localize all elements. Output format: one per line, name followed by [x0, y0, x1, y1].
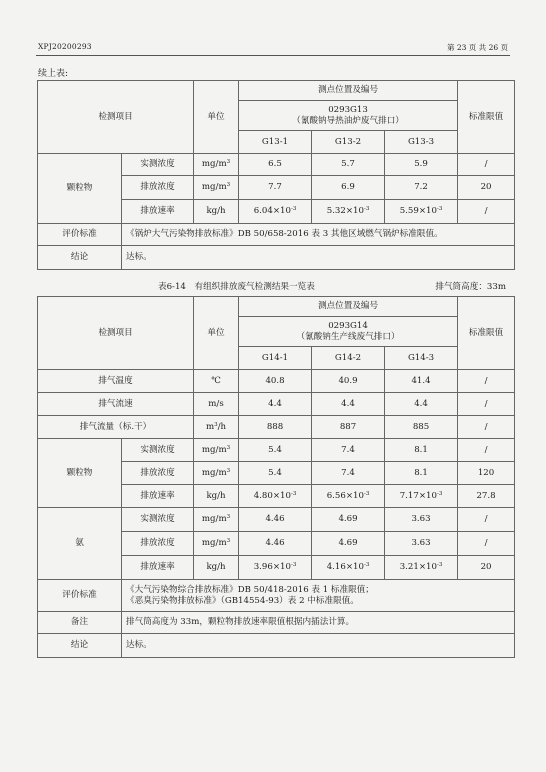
- limit-cell: /: [458, 200, 515, 224]
- param-label: 排放速率: [122, 556, 194, 580]
- value-cell: $6.56\times 10^{-3}$: [312, 485, 385, 508]
- unit-cell: $mg/m^3$: [194, 532, 239, 556]
- param-label: 实测浓度: [122, 154, 194, 176]
- limit-cell: 120: [458, 462, 515, 485]
- note-label: 备注: [38, 612, 122, 634]
- value-cell: $6.04\times 10^{-3}$: [239, 200, 312, 224]
- sample-id: G14-2: [312, 347, 385, 370]
- evaluation-text: [122, 580, 515, 612]
- value-cell: 40.9: [312, 370, 385, 393]
- conclusion-text: 达标。: [122, 246, 515, 270]
- value-cell: 40.8: [239, 370, 312, 393]
- unit-cell: ℃: [194, 370, 239, 393]
- unit-cell: $mg/m^3$: [194, 154, 239, 176]
- document-id: XPJ20200293: [38, 42, 92, 51]
- limit-cell: /: [458, 370, 515, 393]
- param-label: 排气流量（标.干）: [38, 416, 194, 439]
- value-cell: 4.46: [239, 532, 312, 556]
- value-cell: 5.4: [239, 439, 312, 462]
- page-number: 第 23 页 共 26 页: [446, 43, 508, 52]
- header-limit: 标准限值: [458, 297, 515, 370]
- unit-cell: $mg/m^3$: [194, 508, 239, 532]
- value-cell: 5.7: [312, 154, 385, 176]
- header-limit: 标准限值: [458, 81, 515, 154]
- value-cell: $5.59\times 10^{-3}$: [385, 200, 458, 224]
- table-row: [38, 416, 515, 439]
- param-label: 排放浓度: [122, 176, 194, 200]
- table-caption: 表6-14 有组织排放废气检测结果一览表: [158, 282, 315, 292]
- point-name: （氰酸钠生产线废气排口）: [296, 331, 400, 342]
- value-cell: 3.63: [385, 532, 458, 556]
- point-id: 0293G14: [328, 320, 368, 331]
- continued-label: 续上表:: [38, 69, 69, 79]
- point-id: 0293G13: [328, 104, 368, 115]
- param-label: 排气流速: [38, 393, 194, 416]
- unit-cell: $mg/m^3$: [194, 439, 239, 462]
- evaluation-line: 《恶臭污染物排放标准》（GB14554-93）表 2 中标准限值。: [126, 595, 359, 606]
- limit-cell: /: [458, 439, 515, 462]
- header-rule: [36, 55, 510, 56]
- conclusion-label: 结论: [38, 634, 122, 658]
- value-cell: $3.21\times 10^{-3}$: [385, 556, 458, 580]
- header-unit: 单位: [194, 297, 239, 370]
- value-cell: 3.63: [385, 508, 458, 532]
- value-cell: 8.1: [385, 462, 458, 485]
- header-location: 测点位置及编号: [239, 81, 458, 101]
- sample-id: G14-1: [239, 347, 312, 370]
- group-label: 颗粒物: [38, 439, 122, 508]
- value-cell: 7.7: [239, 176, 312, 200]
- value-cell: 885: [385, 416, 458, 439]
- value-cell: 7.2: [385, 176, 458, 200]
- value-cell: $4.80\times 10^{-3}$: [239, 485, 312, 508]
- param-label: 实测浓度: [122, 508, 194, 532]
- evaluation-line: 《大气污染物综合排放标准》DB 50/418-2016 表 1 标准限值；: [126, 584, 374, 595]
- value-cell: 6.9: [312, 176, 385, 200]
- limit-cell: /: [458, 532, 515, 556]
- unit-cell: kg/h: [194, 556, 239, 580]
- sample-id: G13-1: [239, 131, 312, 154]
- sample-id: G13-3: [385, 131, 458, 154]
- table-row: [38, 439, 515, 462]
- header-item: 检测项目: [38, 81, 194, 154]
- unit-cell: $mg/m^3$: [194, 462, 239, 485]
- header-point: [239, 317, 458, 347]
- evaluation-label: 评价标准: [38, 224, 122, 246]
- limit-cell: 27.8: [458, 485, 515, 508]
- unit-cell: m/s: [194, 393, 239, 416]
- header-point: [239, 101, 458, 131]
- unit-cell: $m^3/h$: [194, 416, 239, 439]
- limit-cell: /: [458, 508, 515, 532]
- sample-id: G14-3: [385, 347, 458, 370]
- value-cell: 4.4: [385, 393, 458, 416]
- value-cell: 4.69: [312, 508, 385, 532]
- stack-height: 排气筒高度：33m: [435, 282, 506, 292]
- table-row: [38, 508, 515, 532]
- note-text: 排气筒高度为 33m，颗粒物排放速率限值根据内插法计算。: [122, 612, 515, 634]
- group-label: 颗粒物: [38, 154, 122, 224]
- value-cell: $5.32\times 10^{-3}$: [312, 200, 385, 224]
- value-cell: 7.4: [312, 462, 385, 485]
- limit-cell: 20: [458, 176, 515, 200]
- param-label: 排放浓度: [122, 532, 194, 556]
- emission-table-g14: [37, 296, 515, 658]
- header-location: 测点位置及编号: [239, 297, 458, 317]
- header-item: 检测项目: [38, 297, 194, 370]
- param-label: 排放速率: [122, 485, 194, 508]
- header-unit: 单位: [194, 81, 239, 154]
- unit-cell: $mg/m^3$: [194, 176, 239, 200]
- value-cell: 4.69: [312, 532, 385, 556]
- value-cell: 41.4: [385, 370, 458, 393]
- conclusion-text: 达标。: [122, 634, 515, 658]
- value-cell: 5.4: [239, 462, 312, 485]
- limit-cell: /: [458, 416, 515, 439]
- value-cell: 5.9: [385, 154, 458, 176]
- limit-cell: /: [458, 154, 515, 176]
- param-label: 排放浓度: [122, 462, 194, 485]
- point-name: （氰酸钠导热油炉废气排口）: [292, 115, 404, 126]
- table-row: [38, 154, 515, 176]
- value-cell: $3.96\times 10^{-3}$: [239, 556, 312, 580]
- evaluation-text: 《锅炉大气污染物排放标准》DB 50/658-2016 表 3 其他区域燃气锅炉标准限值。: [122, 224, 515, 246]
- emission-table-g13: [37, 80, 515, 270]
- unit-cell: kg/h: [194, 200, 239, 224]
- value-cell: $7.17\times 10^{-3}$: [385, 485, 458, 508]
- conclusion-label: 结论: [38, 246, 122, 270]
- value-cell: 4.4: [239, 393, 312, 416]
- group-label: 氨: [38, 508, 122, 580]
- param-label: 排放速率: [122, 200, 194, 224]
- value-cell: 4.4: [312, 393, 385, 416]
- value-cell: 887: [312, 416, 385, 439]
- value-cell: 6.5: [239, 154, 312, 176]
- value-cell: 888: [239, 416, 312, 439]
- limit-cell: 20: [458, 556, 515, 580]
- value-cell: $4.16\times 10^{-3}$: [312, 556, 385, 580]
- table-row: [38, 393, 515, 416]
- param-label: 实测浓度: [122, 439, 194, 462]
- value-cell: 8.1: [385, 439, 458, 462]
- table-row: [38, 370, 515, 393]
- sample-id: G13-2: [312, 131, 385, 154]
- evaluation-label: 评价标准: [38, 580, 122, 612]
- unit-cell: kg/h: [194, 485, 239, 508]
- value-cell: 7.4: [312, 439, 385, 462]
- value-cell: 4.46: [239, 508, 312, 532]
- param-label: 排气温度: [38, 370, 194, 393]
- limit-cell: /: [458, 393, 515, 416]
